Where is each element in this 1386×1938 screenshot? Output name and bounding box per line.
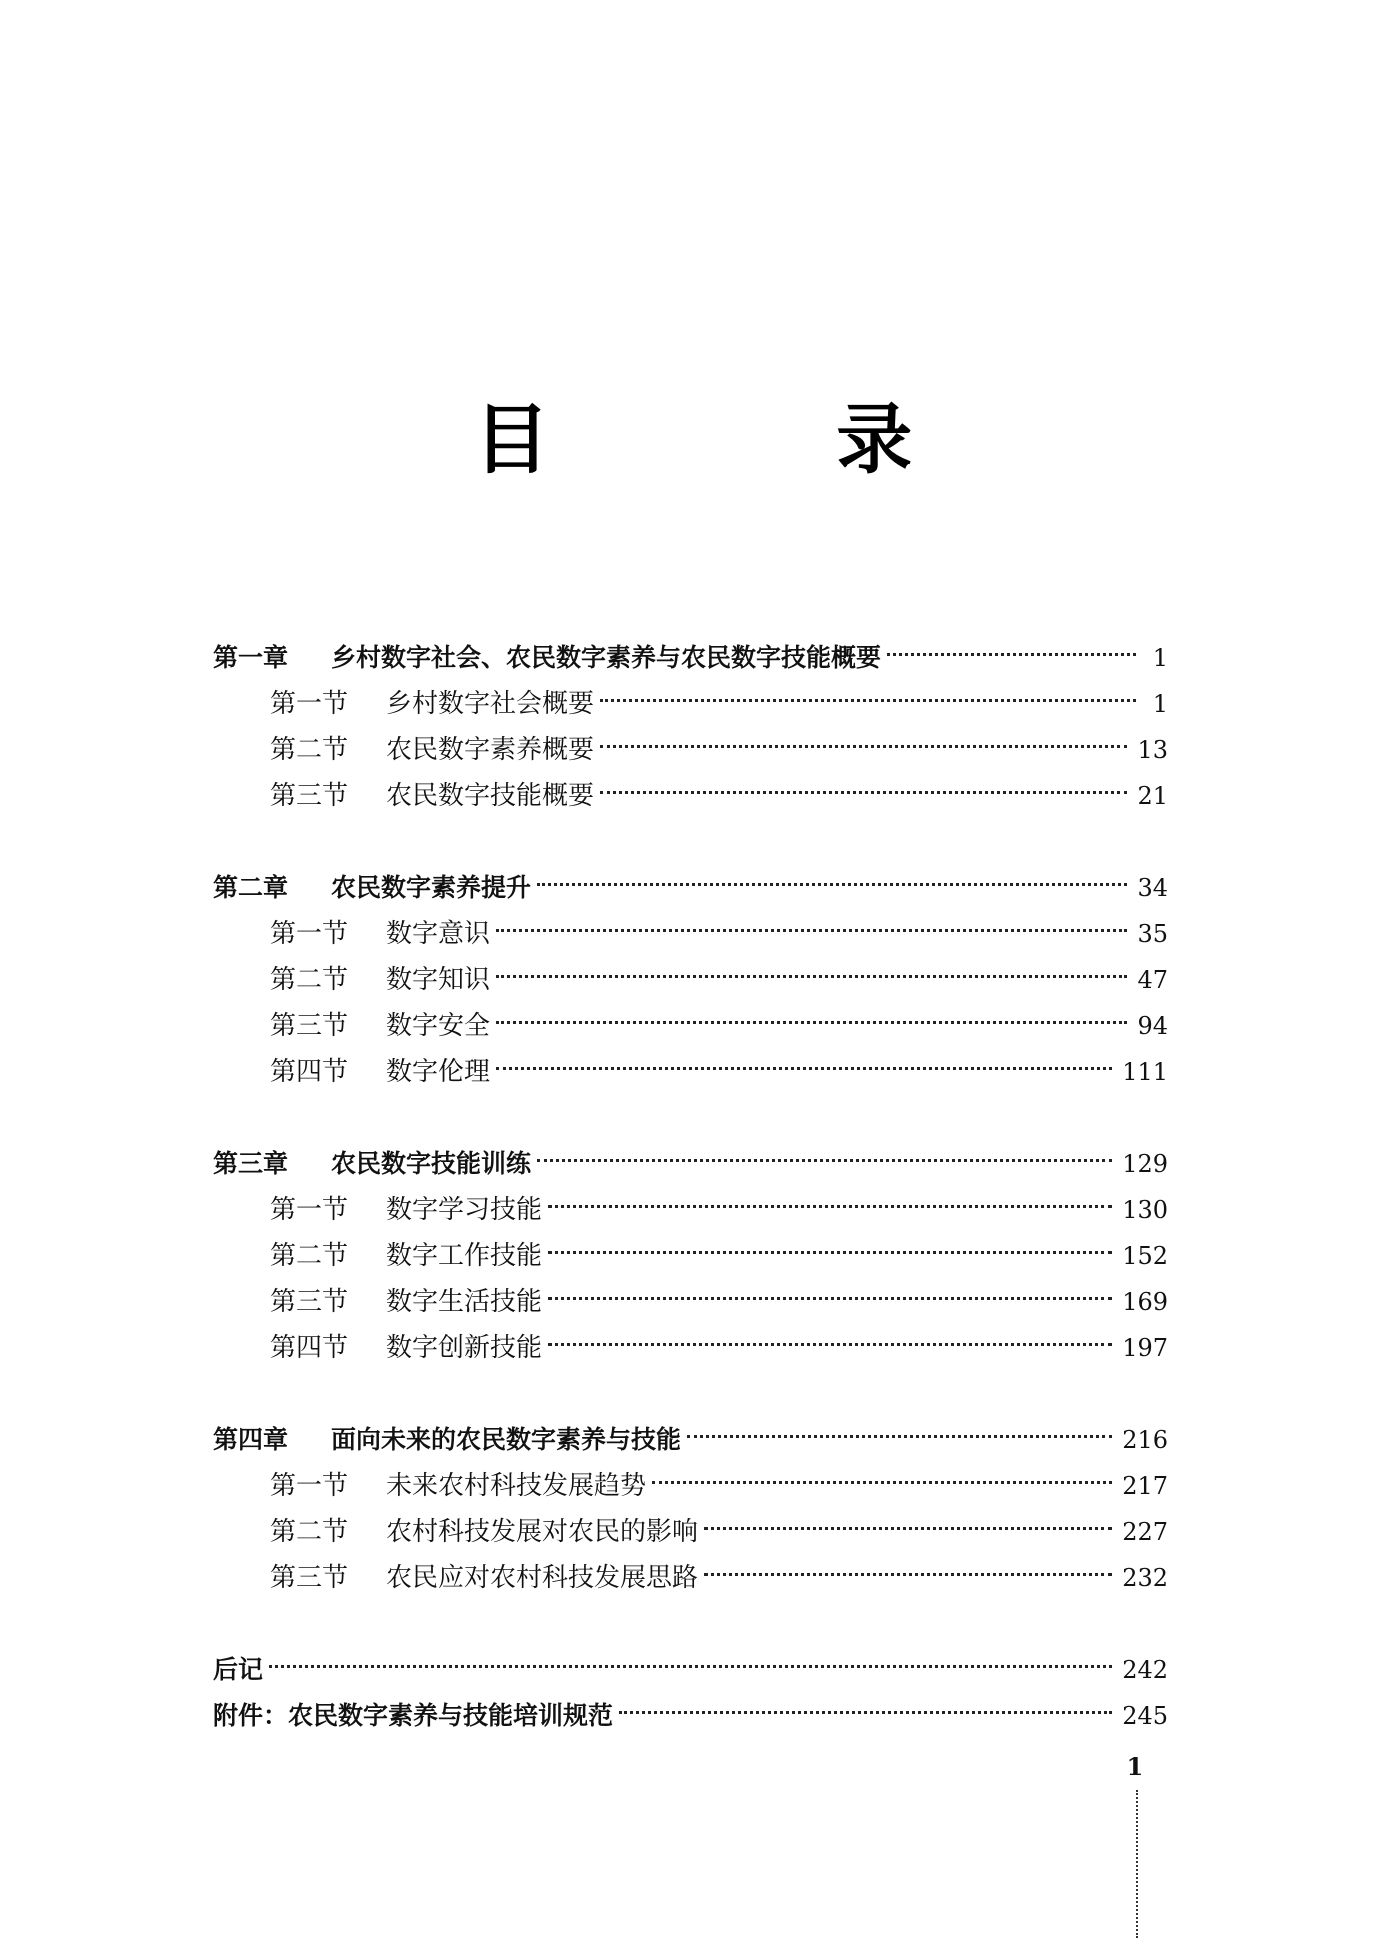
section-title: 农民应对农村科技发展思路 (386, 1563, 699, 1593)
dot-leader (537, 1159, 1112, 1162)
toc-back-matter (213, 1647, 1168, 1739)
dot-leader (887, 653, 1136, 656)
section-title: 数字生活技能 (386, 1287, 543, 1317)
section-label: 第一节 (270, 1195, 349, 1225)
page-title: 目 录 (473, 395, 1043, 484)
toc-back-matter-entry[interactable] (213, 1647, 1168, 1693)
toc-section-entry[interactable] (213, 727, 1168, 773)
page-ref: 197 (1122, 1334, 1168, 1362)
toc-section-entry[interactable] (213, 1555, 1168, 1601)
dot-leader (687, 1435, 1112, 1438)
chapter-label: 第二章 (213, 873, 289, 902)
chapter-label: 第四章 (213, 1425, 289, 1454)
chapter-label: 第三章 (213, 1149, 289, 1178)
page-ref: 217 (1122, 1472, 1168, 1500)
page-ref: 94 (1137, 1012, 1168, 1040)
page-ref: 1 (1152, 644, 1168, 672)
dot-leader (496, 975, 1127, 978)
chapter-label: 第一章 (213, 643, 289, 672)
page-ref: 152 (1122, 1242, 1168, 1270)
dot-leader (496, 1021, 1127, 1024)
dot-leader (704, 1573, 1112, 1576)
toc-section-entry[interactable] (213, 1233, 1168, 1279)
page-ref: 111 (1122, 1058, 1168, 1086)
toc-section-entry[interactable] (213, 773, 1168, 819)
page-ref: 129 (1122, 1150, 1168, 1178)
toc-chapter-entry[interactable] (213, 1417, 1168, 1463)
section-label: 第二节 (270, 965, 349, 995)
section-title: 农村科技发展对农民的影响 (386, 1517, 699, 1547)
toc-chapter-group (213, 1141, 1168, 1371)
section-title: 农民数字技能概要 (386, 781, 595, 811)
section-title: 农民数字素养概要 (386, 735, 595, 765)
chapter-title: 面向未来的农民数字素养与技能 (331, 1425, 682, 1454)
section-label: 第三节 (270, 1287, 349, 1317)
section-label: 第一节 (270, 919, 349, 949)
section-title: 乡村数字社会概要 (386, 689, 595, 719)
section-title: 数字意识 (386, 919, 491, 949)
section-title: 数字伦理 (386, 1057, 491, 1087)
toc-section-entry[interactable] (213, 681, 1168, 727)
toc-section-entry[interactable] (213, 1279, 1168, 1325)
section-label: 第二节 (270, 735, 349, 765)
section-title: 未来农村科技发展趋势 (386, 1471, 647, 1501)
dot-leader (600, 699, 1136, 702)
section-title: 数字安全 (386, 1011, 491, 1041)
page-ref: 130 (1122, 1196, 1168, 1224)
dot-leader (548, 1251, 1112, 1254)
page-ref: 1 (1152, 690, 1168, 718)
toc-section-entry[interactable] (213, 1509, 1168, 1555)
dot-leader (652, 1481, 1112, 1484)
section-label: 第三节 (270, 1563, 349, 1593)
chapter-title: 乡村数字社会、农民数字素养与农民数字技能概要 (331, 643, 882, 672)
page-ref: 216 (1122, 1426, 1168, 1454)
section-label: 第二节 (270, 1241, 349, 1271)
page-ref: 34 (1137, 874, 1168, 902)
page-ref: 245 (1122, 1702, 1168, 1730)
dot-leader (600, 791, 1127, 794)
section-label: 第一节 (270, 1471, 349, 1501)
toc-section-entry[interactable] (213, 911, 1168, 957)
toc-section-entry[interactable] (213, 1463, 1168, 1509)
toc-section-entry[interactable] (213, 1003, 1168, 1049)
section-label: 第三节 (270, 1011, 349, 1041)
dot-leader (269, 1665, 1112, 1668)
toc-section-entry[interactable] (213, 1187, 1168, 1233)
chapter-title: 农民数字素养提升 (331, 873, 532, 902)
dot-leader (600, 745, 1127, 748)
dot-leader (548, 1205, 1112, 1208)
dot-leader (537, 883, 1127, 886)
table-of-contents (213, 635, 1168, 1739)
section-title: 数字学习技能 (386, 1195, 543, 1225)
dot-leader (548, 1297, 1112, 1300)
dot-leader (704, 1527, 1112, 1530)
dot-leader (496, 1067, 1112, 1070)
page-number: 1 (1126, 1752, 1144, 1781)
toc-section-entry[interactable] (213, 1049, 1168, 1095)
dot-leader (496, 929, 1127, 932)
toc-section-entry[interactable] (213, 1325, 1168, 1371)
toc-chapter-group (213, 635, 1168, 819)
chapter-title: 农民数字技能训练 (331, 1149, 532, 1178)
toc-chapter-group (213, 1417, 1168, 1601)
section-label: 第一节 (270, 689, 349, 719)
toc-chapter-entry[interactable] (213, 1141, 1168, 1187)
dot-leader (619, 1711, 1112, 1714)
section-label: 第四节 (270, 1057, 349, 1087)
page-ref: 227 (1122, 1518, 1168, 1546)
page-ref: 13 (1137, 736, 1168, 764)
section-label: 第四节 (270, 1333, 349, 1363)
section-title: 数字工作技能 (386, 1241, 543, 1271)
page-ref: 242 (1122, 1656, 1168, 1684)
section-label: 第二节 (270, 1517, 349, 1547)
section-label: 第三节 (270, 781, 349, 811)
page-ref: 35 (1137, 920, 1168, 948)
page-ref: 232 (1122, 1564, 1168, 1592)
section-title: 数字创新技能 (386, 1333, 543, 1363)
section-title: 数字知识 (386, 965, 491, 995)
back-matter-title: 附件：农民数字素养与技能培训规范 (213, 1701, 614, 1730)
folio-dotted-rule (1136, 1790, 1138, 1938)
page-ref: 169 (1122, 1288, 1168, 1316)
toc-chapter-entry[interactable] (213, 865, 1168, 911)
toc-chapter-entry[interactable] (213, 635, 1168, 681)
page-ref: 21 (1137, 782, 1168, 810)
toc-chapter-group (213, 865, 1168, 1095)
back-matter-title: 后记 (213, 1655, 264, 1684)
toc-section-entry[interactable] (213, 957, 1168, 1003)
toc-back-matter-entry[interactable] (213, 1693, 1168, 1739)
page-ref: 47 (1137, 966, 1168, 994)
dot-leader (548, 1343, 1112, 1346)
